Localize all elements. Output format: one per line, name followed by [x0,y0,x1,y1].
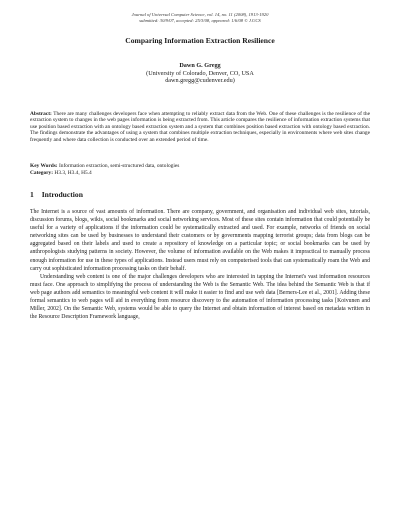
abstract-label: Abstract: [30,111,52,117]
section-body [30,208,370,321]
section-heading [30,190,83,199]
category [30,170,370,176]
journal-dates: submitted: 30/9/07, accepted: 25/3/08, appeared: 1/6/08 © J.UCS [139,17,261,23]
abstract [30,111,370,143]
keywords-text: Information extraction, semi-structured data, ontologies [58,163,180,169]
body-paragraph-1: The Internet is a source of vast amounts of information. There are company, government, and organisation and individual web sites, tutorials, discussion forums, blogs, wikis, social bookmarks and social networking services. Most of these sites contain information that could potentially be useful for a variety of applications if the information could be systematically extracted and used. For example, networks of friends on social networking sites can be used by businesses to understand their customers or by governments mapping terrorist groups; data from blogs can be aggregated based on their labels and used to create a repository of knowledge on a particular topic; or social bookmarks can be used by anthropologists studying patterns in society. However, the volume of information available on the Web makes it impractical to manually process enough information for use in these types of applications. Instead users must rely on computerised tools that can systematically roam the Web and carry out sophisticated information processing tasks on their behalf. [30,209,370,272]
author-affiliation: (University of Colorado, Denver, CO, USA [146,69,254,77]
keywords-label: Key Words: [30,163,58,169]
paper-title: Comparing Information Extraction Resilience [125,36,275,45]
section-number: 1 [30,190,34,199]
body-paragraph-2: Understanding web content is one of the major challenges developers who are interested in tapping the Internet's vast information resources must face. One approach to simplifying the process of understanding the Web is the Semantic Web. The idea behind the Semantic Web is that if web page authors add semantics to meaningful web content it will make it easier to find and use web data [Berners-Lee et al., 2001]. Adding these formal semantics to web pages will aid in everything from resource discovery to the automation of information processing tasks [Koivunen and Miller, 2002]. On the Semantic Web, systems would be able to query the Internet and obtain information of interest based on metadata written in the Resource Description Framework language, [30,273,370,321]
abstract-text: There are many challenges developers face when attempting to reliably extract data from the Web. One of these challenges is the resilience of the extraction system to changes in the web pages information is being extracted from. This article compares the resilience of information extraction systems that use position based extraction with an ontology based extraction system and a system that combines position based extraction with ontology based extraction. The findings demonstrate the advantages of using a system that combines multiple extraction techniques, especially in environments where web sites change frequently and where data collection is conducted over an extended period of time. [30,111,370,143]
category-text: H3.3, H3.4, H5.4 [54,170,92,176]
category-label: Category: [30,170,54,176]
journal-citation: Journal of Universal Computer Science, vol. 14, no. 11 (2008), 1913-1920 [131,12,269,17]
journal-header [60,12,340,23]
author-name: Dawn G. Gregg [179,62,221,69]
author-block [40,62,360,85]
section-title: Introduction [41,190,83,199]
keywords [30,163,370,169]
author-email: dawn.gregg@cudenver.edu) [165,77,235,85]
